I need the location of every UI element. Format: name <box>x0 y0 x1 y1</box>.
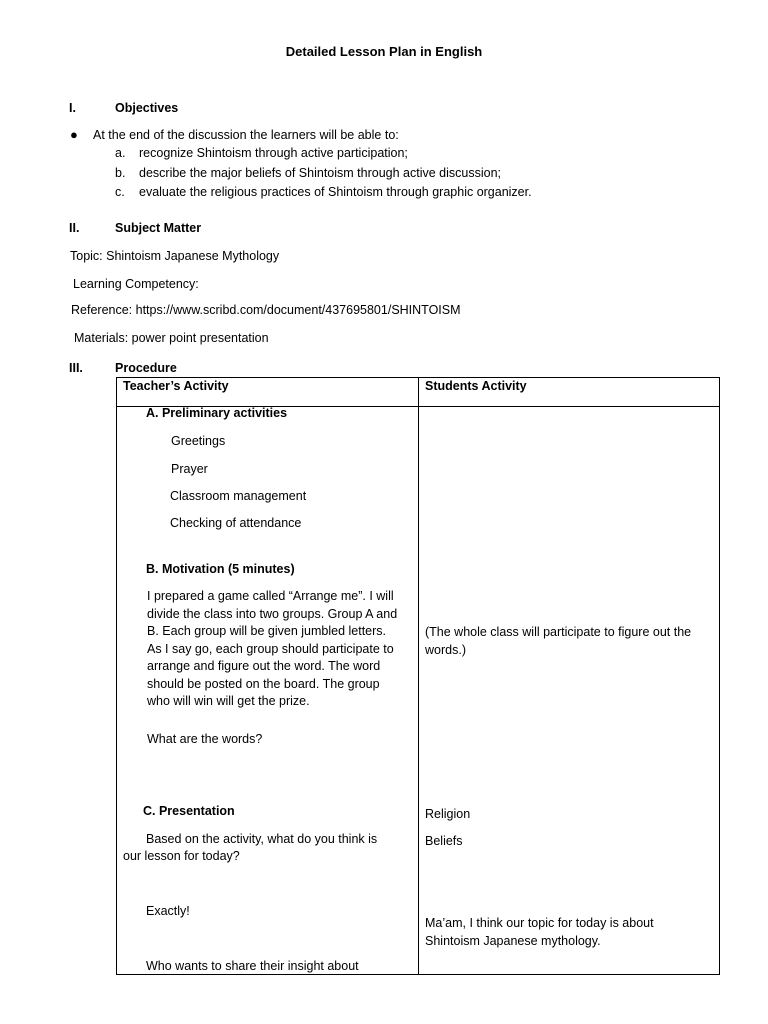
objectives-intro: At the end of the discussion the learners will be able to: <box>93 128 399 142</box>
objective-letter-a: a. <box>115 146 126 160</box>
students-topic-line-2: Shintoism Japanese mythology. <box>425 934 601 948</box>
students-religion: Religion <box>425 807 471 821</box>
section-title-subject-matter: Subject Matter <box>115 221 202 235</box>
section-title-procedure: Procedure <box>115 361 177 375</box>
motivation-line-4: As I say go, each group should participate to <box>147 642 394 656</box>
motivation-line-3: B. Each group will be given jumbled letters. <box>147 624 387 638</box>
motivation-line-1: I prepared a game called “Arrange me”. I will <box>147 589 394 603</box>
objective-text-b: describe the major beliefs of Shintoism through active discussion; <box>139 166 501 180</box>
motivation-line-2: divide the class into two groups. Group A and <box>147 607 398 621</box>
section-number-procedure: III. <box>69 361 83 375</box>
presentation-line-1: Based on the activity, what do you think is <box>146 832 378 846</box>
objective-text-a: recognize Shintoism through active participation; <box>139 146 408 160</box>
students-participate-line-2: words.) <box>425 643 466 657</box>
attendance-item: Checking of attendance <box>170 516 302 530</box>
preliminary-activities-heading: A. Preliminary activities <box>146 406 288 420</box>
classroom-management-item: Classroom management <box>170 489 307 503</box>
document-title: Detailed Lesson Plan in English <box>285 44 483 59</box>
objective-text-c: evaluate the religious practices of Shintoism through graphic organizer. <box>139 185 532 199</box>
presentation-heading: C. Presentation <box>143 804 235 818</box>
prayer-item: Prayer <box>171 462 208 476</box>
who-wants-text: Who wants to share their insight about <box>146 959 359 973</box>
presentation-line-2: our lesson for today? <box>123 849 240 863</box>
section-number-subject-matter: II. <box>69 221 80 235</box>
students-participate-line-1: (The whole class will participate to figure out the <box>425 625 692 639</box>
exactly-text: Exactly! <box>146 904 190 918</box>
materials-line: Materials: power point presentation <box>74 331 269 345</box>
table-header-students: Students Activity <box>425 379 527 393</box>
table-column-divider <box>418 377 419 975</box>
reference-line: Reference: https://www.scribd.com/document/437695801/SHINTOISM <box>71 303 461 317</box>
students-beliefs: Beliefs <box>425 834 463 848</box>
motivation-heading: B. Motivation (5 minutes) <box>146 562 295 576</box>
motivation-line-5: arrange and figure out the word. The word <box>147 659 381 673</box>
bullet-icon: ● <box>70 127 78 142</box>
topic-line: Topic: Shintoism Japanese Mythology <box>70 249 280 263</box>
motivation-line-7: who will win will get the prize. <box>147 694 310 708</box>
question-words: What are the words? <box>147 732 263 746</box>
students-topic-line-1: Ma’am, I think our topic for today is about <box>425 916 654 930</box>
objective-letter-c: c. <box>115 185 125 199</box>
motivation-line-6: should be posted on the board. The group <box>147 677 380 691</box>
learning-competency-line: Learning Competency: <box>73 277 199 291</box>
section-number-objectives: I. <box>69 101 76 115</box>
table-header-teacher: Teacher’s Activity <box>123 379 229 393</box>
section-title-objectives: Objectives <box>115 101 179 115</box>
greetings-item: Greetings <box>171 434 226 448</box>
objective-letter-b: b. <box>115 166 126 180</box>
